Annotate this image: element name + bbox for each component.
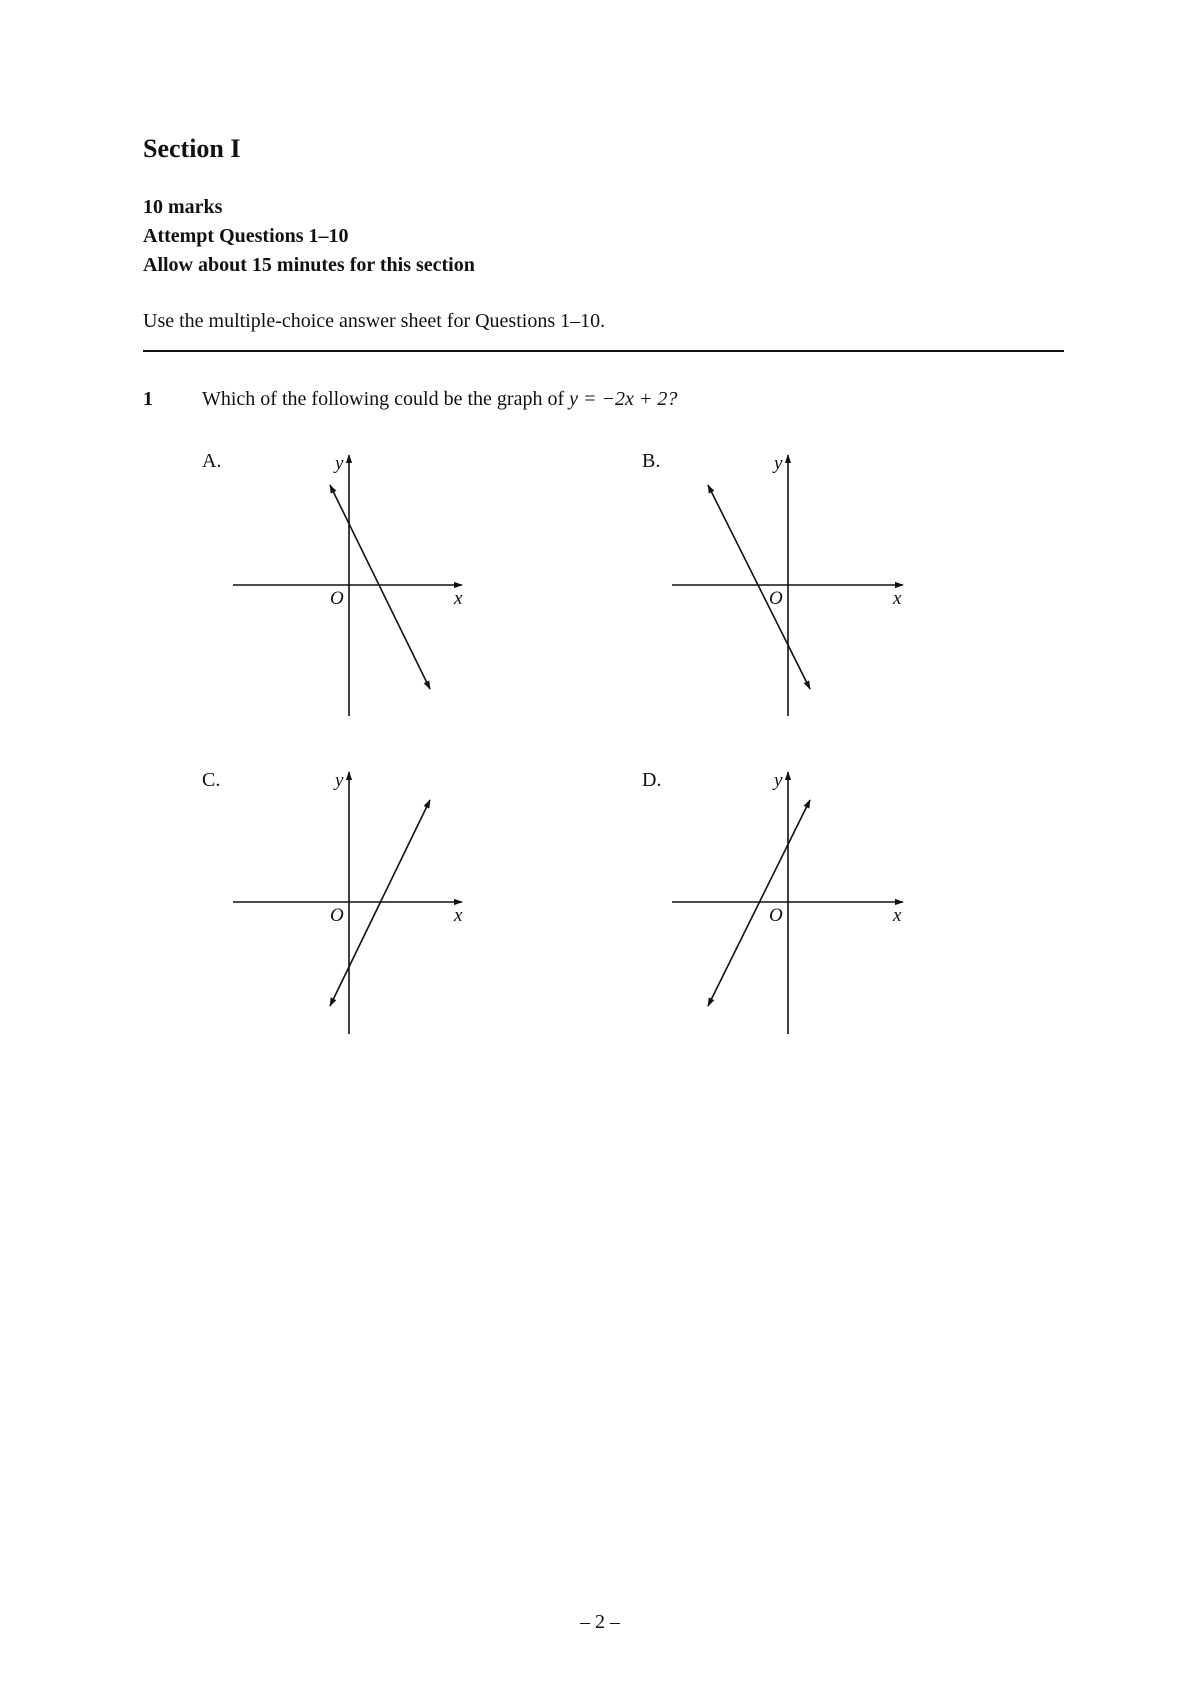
graph-b [672, 453, 903, 716]
section-attempt: Attempt Questions 1–10 [143, 225, 349, 247]
graph-a-line [330, 485, 430, 689]
graph-d-x-label: x [893, 905, 902, 926]
graph-d-y-label: y [774, 770, 783, 791]
graph-b-origin-label: O [769, 588, 783, 609]
question-equation: y = −2x + 2? [569, 388, 678, 410]
graph-b-x-label: x [893, 588, 902, 609]
graph-a [233, 453, 463, 716]
graph-c-y-label: y [335, 770, 344, 791]
section-instruction: Use the multiple-choice answer sheet for Questions 1–10. [143, 310, 606, 332]
graph-c-line [330, 800, 430, 1006]
graph-c [233, 770, 463, 1034]
section-allow: Allow about 15 minutes for this section [143, 254, 475, 276]
graph-c-origin-label: O [330, 905, 344, 926]
graph-a-origin-label: O [330, 588, 344, 609]
section-title: Section I [143, 134, 241, 163]
option-c-label: C. [202, 769, 221, 791]
graph-a-x-label: x [454, 588, 463, 609]
question-number: 1 [143, 388, 153, 410]
graph-c-x-label: x [454, 905, 463, 926]
graph-a-y-label: y [335, 453, 344, 474]
graph-b-line [708, 485, 810, 689]
page-number: – 2 – [580, 1611, 620, 1633]
option-d-label: D. [642, 769, 662, 791]
option-a-label: A. [202, 450, 222, 472]
section-marks: 10 marks [143, 196, 223, 218]
graph-d-origin-label: O [769, 905, 783, 926]
graph-d-line [708, 800, 810, 1006]
graph-d [672, 770, 903, 1034]
question-prefix: Which of the following could be the graph of [202, 388, 570, 410]
graph-b-y-label: y [774, 453, 783, 474]
option-b-label: B. [642, 450, 661, 472]
